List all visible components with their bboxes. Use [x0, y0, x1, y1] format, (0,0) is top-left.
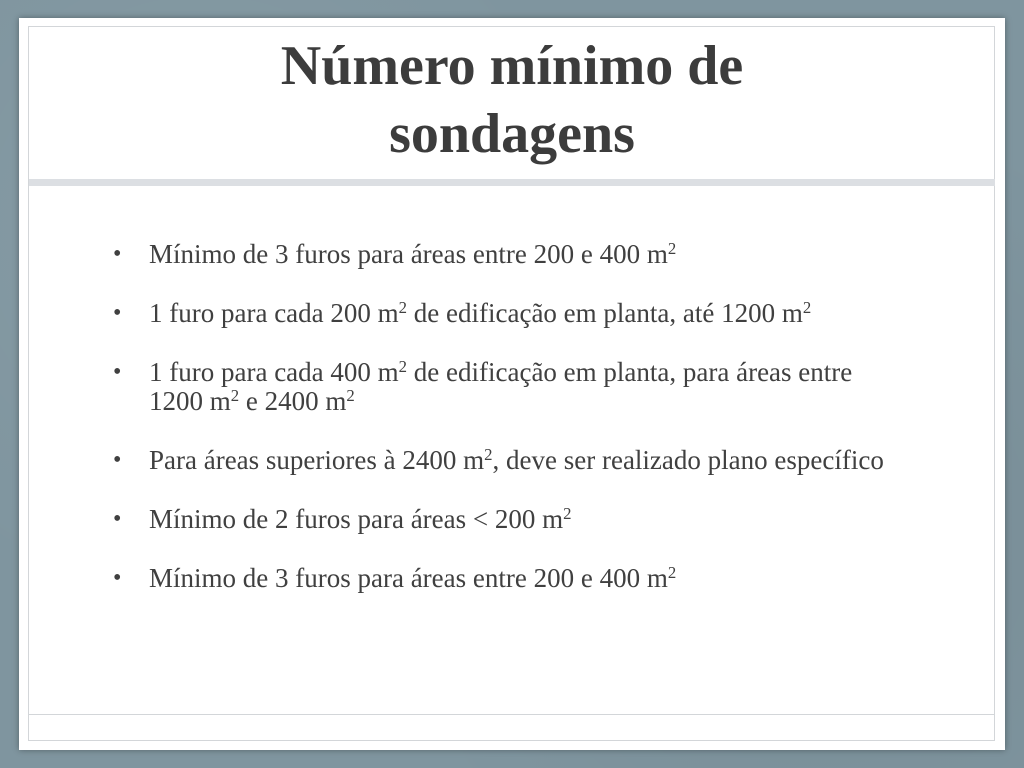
bullet-item-4	[113, 446, 903, 475]
title-block	[19, 32, 1005, 182]
bullet-item-2	[113, 299, 903, 328]
bullet-icon: •	[113, 359, 122, 385]
bullet-item-1	[113, 240, 903, 269]
bullet-icon: •	[113, 447, 122, 473]
bullet-text: Mínimo de 3 furos para áreas entre 200 e 400 $m^2$	[149, 562, 677, 593]
bullet-icon: •	[113, 506, 122, 532]
title-line-1: Número mínimo de	[280, 35, 744, 97]
slide	[19, 18, 1005, 750]
bullet-text: 1 furo para cada 200 $m^2$ de edificação em planta, até 1200 $m^2$	[149, 297, 812, 328]
bullet-text: Mínimo de 2 furos para áreas < 200 $m^2$	[149, 503, 572, 534]
bullet-text: 1 furo para cada 400 $m^2$ de edificação em planta, para áreas entre 1200 $m^2$ e 2400 $m^2$	[149, 356, 853, 416]
bottom-divider	[29, 714, 995, 715]
bullet-item-6	[113, 564, 903, 593]
bullet-text: Mínimo de 3 furos para áreas entre 200 e 400 $m^2$	[149, 238, 677, 269]
slide-title	[19, 32, 1005, 168]
bullet-icon: •	[113, 300, 122, 326]
bullet-item-3	[113, 358, 903, 416]
title-line-2: sondagens	[389, 103, 635, 165]
bullet-text: Para áreas superiores à 2400 $m^2$, deve ser realizado plano específico	[149, 444, 884, 475]
bullet-icon: •	[113, 565, 122, 591]
bullet-icon: •	[113, 241, 122, 267]
bullet-item-5	[113, 505, 903, 534]
slide-body	[113, 240, 903, 623]
title-divider	[29, 179, 995, 186]
bullet-list	[113, 240, 903, 593]
